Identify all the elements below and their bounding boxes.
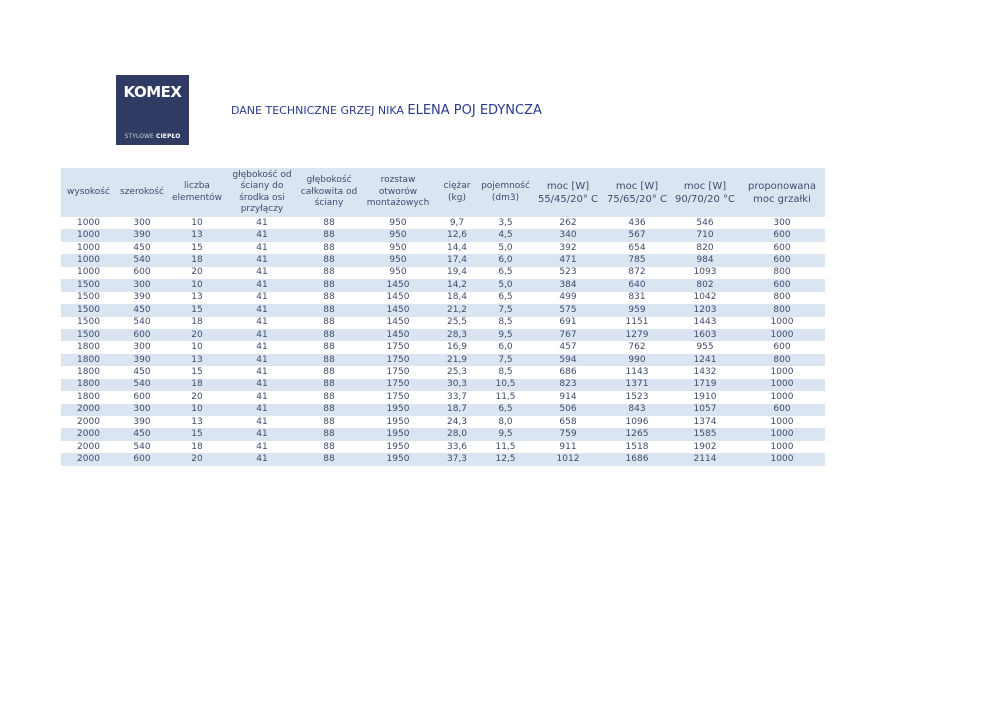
table-cell: 1450 — [360, 304, 436, 316]
table-cell: 41 — [256, 242, 268, 253]
table-cell: 4,5 — [478, 229, 533, 241]
table-cell: 41 — [226, 428, 298, 440]
table-cell: 20 — [168, 453, 226, 465]
header-depth-axis-label: głębokość od ściany do środka osi przyłączy — [232, 169, 292, 214]
table-cell: 1000 — [739, 453, 825, 465]
table-cell: 1450 — [360, 329, 436, 341]
table-cell: 831 — [628, 292, 646, 303]
header-width-label: szerokość — [120, 186, 164, 197]
table-cell: 88 — [298, 354, 360, 366]
table-cell: 16,9 — [446, 342, 468, 353]
table-cell: 8,5 — [498, 317, 513, 328]
table-cell: 12,6 — [436, 229, 478, 241]
table-cell: 6,0 — [498, 342, 513, 353]
table-cell: 30,3 — [436, 379, 478, 391]
table-cell: 390 — [133, 416, 151, 427]
table-cell: 471 — [533, 254, 603, 266]
table-body — [61, 217, 825, 466]
table-cell: 800 — [773, 292, 791, 303]
table-cell: 88 — [298, 379, 360, 391]
table-cell: 2000 — [77, 416, 100, 427]
table-cell: 10 — [168, 279, 226, 291]
table-cell: 88 — [323, 317, 335, 328]
table-cell: 600 — [739, 229, 825, 241]
table-cell: 14,2 — [436, 279, 478, 291]
table-cell: 41 — [256, 391, 268, 402]
table-cell: 1279 — [603, 329, 671, 341]
header-mounting-spacing — [360, 168, 436, 217]
table-cell: 390 — [116, 229, 168, 241]
table-cell: 5,0 — [478, 279, 533, 291]
header-heater-power-label: proponowana moc grzałki — [747, 180, 817, 205]
table-cell: 88 — [323, 267, 335, 278]
technical-data-table — [61, 168, 825, 466]
table-cell: 2000 — [61, 404, 116, 416]
table-cell: 41 — [256, 267, 268, 278]
table-cell: 340 — [533, 229, 603, 241]
table-cell: 6,5 — [478, 404, 533, 416]
table-cell: 1096 — [625, 416, 649, 427]
table-cell: 41 — [256, 416, 268, 427]
table-row — [61, 267, 825, 279]
table-cell: 1500 — [61, 279, 116, 291]
table-cell: 540 — [133, 441, 151, 452]
table-cell: 1800 — [77, 391, 100, 402]
table-cell: 1000 — [770, 441, 794, 452]
table-cell: 959 — [603, 304, 671, 316]
table-cell: 640 — [603, 279, 671, 291]
table-cell: 41 — [256, 292, 268, 303]
table-cell: 10,5 — [478, 379, 533, 391]
table-cell: 843 — [603, 404, 671, 416]
table-cell: 9,5 — [478, 428, 533, 440]
table-cell: 300 — [116, 279, 168, 291]
table-cell: 18,4 — [446, 292, 468, 303]
table-cell: 300 — [133, 342, 151, 353]
table-cell: 41 — [226, 304, 298, 316]
table-row — [61, 441, 825, 453]
table-cell: 984 — [671, 254, 739, 266]
table-cell: 800 — [739, 354, 825, 366]
table-cell: 11,5 — [495, 441, 516, 452]
table-cell: 24,3 — [446, 416, 468, 427]
table-cell: 88 — [323, 292, 335, 303]
table-cell: 450 — [116, 304, 168, 316]
table-cell: 6,0 — [478, 254, 533, 266]
title-part1: DANE TECHNICZNE GRZEJ NIKA — [231, 104, 408, 117]
table-cell: 37,3 — [436, 453, 478, 465]
table-cell: 1443 — [693, 317, 717, 328]
table-cell: 88 — [323, 391, 335, 402]
table-cell: 1000 — [770, 391, 794, 402]
table-cell: 600 — [133, 391, 151, 402]
table-cell: 1265 — [603, 428, 671, 440]
header-depth-axis — [226, 168, 298, 217]
table-cell: 1585 — [671, 428, 739, 440]
table-cell: 759 — [533, 428, 603, 440]
table-cell: 1000 — [770, 416, 794, 427]
table-row — [61, 428, 825, 440]
table-cell: 1750 — [386, 366, 410, 377]
table-row — [61, 317, 825, 329]
table-cell: 800 — [773, 267, 791, 278]
table-cell: 8,5 — [498, 366, 513, 377]
table-cell: 41 — [256, 441, 268, 452]
table-cell: 88 — [298, 279, 360, 291]
table-cell: 1750 — [360, 354, 436, 366]
table-cell: 1000 — [61, 229, 116, 241]
table-cell: 1042 — [693, 292, 717, 303]
table-cell: 1518 — [625, 441, 649, 452]
table-cell: 262 — [559, 217, 577, 228]
table-cell: 600 — [773, 342, 791, 353]
table-cell: 1910 — [693, 391, 717, 402]
table-cell: 1450 — [386, 292, 410, 303]
header-weight — [436, 168, 478, 217]
table-cell: 1241 — [671, 354, 739, 366]
table-cell: 8,0 — [498, 416, 513, 427]
table-cell: 41 — [226, 404, 298, 416]
table-cell: 88 — [323, 416, 335, 427]
table-cell: 2114 — [671, 453, 739, 465]
header-power-90-label: moc [W] 90/70/20 °C — [674, 180, 736, 205]
table-row — [61, 254, 825, 266]
table-cell: 1374 — [693, 416, 717, 427]
table-cell: 600 — [133, 267, 151, 278]
table-cell: 990 — [603, 354, 671, 366]
table-cell: 10 — [191, 217, 203, 228]
table-cell: 41 — [226, 379, 298, 391]
table-cell: 25,3 — [446, 366, 468, 377]
table-cell: 1450 — [360, 279, 436, 291]
table-cell: 18 — [191, 317, 203, 328]
table-cell: 762 — [628, 342, 646, 353]
table-cell: 1750 — [386, 391, 410, 402]
table-cell: 5,0 — [498, 242, 513, 253]
table-cell: 436 — [628, 217, 646, 228]
table-cell: 523 — [559, 267, 577, 278]
table-cell: 41 — [256, 217, 268, 228]
table-cell: 567 — [603, 229, 671, 241]
header-weight-label: ciężar (kg) — [443, 181, 471, 203]
table-row — [61, 242, 825, 254]
table-cell: 28,0 — [436, 428, 478, 440]
table-cell: 6,5 — [498, 292, 513, 303]
table-cell: 1950 — [386, 441, 410, 452]
header-power-75 — [603, 168, 671, 217]
table-cell: 1012 — [533, 453, 603, 465]
table-cell: 802 — [671, 279, 739, 291]
table-cell: 41 — [226, 354, 298, 366]
table-cell: 1000 — [739, 379, 825, 391]
table-cell: 1800 — [61, 379, 116, 391]
title-part2: ELENA POJ EDYNCZA — [407, 103, 542, 118]
table-row — [61, 366, 825, 378]
logo-tag-light: STYLOWE — [124, 133, 154, 140]
table-cell: 1093 — [693, 267, 717, 278]
table-cell: 820 — [696, 242, 714, 253]
table-cell: 28,3 — [436, 329, 478, 341]
table-cell: 392 — [559, 242, 577, 253]
table-cell: 1950 — [360, 404, 436, 416]
table-row — [61, 229, 825, 241]
table-cell: 88 — [323, 342, 335, 353]
table-row — [61, 453, 825, 465]
table-cell: 300 — [116, 404, 168, 416]
table-cell: 41 — [256, 366, 268, 377]
table-cell: 540 — [116, 254, 168, 266]
header-depth-total — [298, 168, 360, 217]
table-cell: 950 — [389, 267, 407, 278]
header-height-label: wysokość — [67, 186, 110, 197]
table-cell: 594 — [533, 354, 603, 366]
table-row — [61, 279, 825, 291]
table-cell: 1371 — [603, 379, 671, 391]
table-cell: 10 — [168, 404, 226, 416]
table-cell: 1000 — [739, 329, 825, 341]
table-cell: 41 — [256, 342, 268, 353]
table-cell: 1000 — [77, 242, 100, 253]
table-cell: 88 — [323, 441, 335, 452]
table-cell: 600 — [739, 404, 825, 416]
table-header-row — [61, 168, 825, 217]
table-cell: 20 — [191, 391, 203, 402]
table-cell: 457 — [559, 342, 577, 353]
table-cell: 88 — [298, 329, 360, 341]
table-cell: 686 — [559, 366, 577, 377]
header-depth-total-label: głębokość całkowita od ściany — [300, 175, 358, 209]
table-cell: 7,5 — [478, 354, 533, 366]
table-cell: 41 — [226, 254, 298, 266]
table-row — [61, 379, 825, 391]
table-cell: 41 — [226, 279, 298, 291]
header-power-55 — [533, 168, 603, 217]
page-title — [231, 99, 542, 118]
table-cell: 1950 — [386, 416, 410, 427]
table-cell: 1686 — [603, 453, 671, 465]
table-cell: 950 — [389, 242, 407, 253]
table-cell: 600 — [773, 242, 791, 253]
table-cell: 1750 — [360, 379, 436, 391]
table-cell: 18 — [191, 441, 203, 452]
table-cell: 15 — [168, 304, 226, 316]
table-cell: 15 — [168, 428, 226, 440]
table-cell: 15 — [191, 242, 203, 253]
table-cell: 540 — [116, 379, 168, 391]
table-cell: 18 — [168, 254, 226, 266]
table-cell: 2000 — [61, 428, 116, 440]
table-cell: 2000 — [77, 441, 100, 452]
table-cell: 1950 — [360, 453, 436, 465]
table-cell: 950 — [360, 254, 436, 266]
table-cell: 1719 — [671, 379, 739, 391]
table-cell: 450 — [116, 428, 168, 440]
table-cell: 88 — [298, 254, 360, 266]
header-width — [116, 168, 168, 217]
table-cell: 88 — [323, 217, 335, 228]
table-cell: 1800 — [77, 366, 100, 377]
table-cell: 13 — [168, 354, 226, 366]
table-cell: 7,5 — [478, 304, 533, 316]
table-row — [61, 329, 825, 341]
table-cell: 88 — [298, 229, 360, 241]
table-cell: 13 — [168, 229, 226, 241]
table-cell: 955 — [696, 342, 714, 353]
table-cell: 9,5 — [478, 329, 533, 341]
table-cell: 88 — [298, 428, 360, 440]
table-row — [61, 304, 825, 316]
table-cell: 1151 — [625, 317, 649, 328]
table-cell: 390 — [116, 354, 168, 366]
table-cell: 1450 — [386, 317, 410, 328]
logo-tag-bold: CIEPŁO — [155, 133, 181, 140]
table-cell: 21,2 — [436, 304, 478, 316]
header-power-90 — [671, 168, 739, 217]
header-height — [61, 168, 116, 217]
table-cell: 9,7 — [449, 217, 465, 228]
table-cell: 1000 — [770, 317, 794, 328]
table-cell: 785 — [603, 254, 671, 266]
table-cell: 14,4 — [446, 242, 468, 253]
table-cell: 390 — [133, 292, 151, 303]
table-cell: 25,5 — [446, 317, 468, 328]
table-cell: 600 — [739, 279, 825, 291]
logo-tagline — [116, 133, 189, 140]
table-cell: 950 — [360, 229, 436, 241]
table-cell: 575 — [533, 304, 603, 316]
table-row — [61, 404, 825, 416]
table-cell: 950 — [389, 217, 407, 228]
table-cell: 17,4 — [436, 254, 478, 266]
table-cell: 1000 — [77, 267, 100, 278]
table-cell: 654 — [628, 242, 646, 253]
table-cell: 384 — [533, 279, 603, 291]
table-cell: 20 — [168, 329, 226, 341]
table-cell: 710 — [671, 229, 739, 241]
table-cell: 823 — [533, 379, 603, 391]
header-power-75-label: moc [W] 75/65/20° C — [606, 180, 668, 205]
table-cell: 911 — [559, 441, 577, 452]
table-cell: 1523 — [625, 391, 649, 402]
table-cell: 1000 — [739, 428, 825, 440]
table-cell: 41 — [256, 317, 268, 328]
table-cell: 300 — [133, 217, 151, 228]
table-cell: 21,9 — [436, 354, 478, 366]
table-cell: 450 — [133, 366, 151, 377]
table-cell: 88 — [298, 304, 360, 316]
table-cell: 2000 — [61, 453, 116, 465]
table-cell: 300 — [773, 217, 791, 228]
table-cell: 600 — [116, 329, 168, 341]
table-cell: 600 — [739, 254, 825, 266]
table-cell: 41 — [226, 453, 298, 465]
table-cell: 19,4 — [446, 267, 468, 278]
table-cell: 540 — [133, 317, 151, 328]
table-cell: 1500 — [61, 304, 116, 316]
table-cell: 1500 — [77, 317, 100, 328]
table-cell: 15 — [191, 366, 203, 377]
header-elements — [168, 168, 226, 217]
table-row — [61, 416, 825, 428]
table-row — [61, 217, 825, 229]
table-cell: 506 — [533, 404, 603, 416]
table-cell: 1750 — [386, 342, 410, 353]
table-cell: 1432 — [693, 366, 717, 377]
table-cell: 11,5 — [495, 391, 516, 402]
table-cell: 1950 — [360, 428, 436, 440]
table-cell: 1143 — [625, 366, 649, 377]
table-row — [61, 292, 825, 304]
header-mounting-spacing-label: rozstaw otworów montażowych — [366, 175, 430, 209]
table-cell: 691 — [559, 317, 577, 328]
table-cell: 10 — [191, 342, 203, 353]
table-cell: 88 — [298, 453, 360, 465]
table-cell: 1000 — [61, 254, 116, 266]
table-cell: 1800 — [61, 354, 116, 366]
table-cell: 499 — [559, 292, 577, 303]
table-cell: 20 — [191, 267, 203, 278]
header-power-55-label: moc [W] 55/45/20° C — [537, 180, 599, 205]
table-cell: 658 — [559, 416, 577, 427]
table-cell: 13 — [191, 416, 203, 427]
table-cell: 1800 — [77, 342, 100, 353]
table-cell: 33,7 — [446, 391, 468, 402]
table-cell: 767 — [533, 329, 603, 341]
table-cell: 1000 — [77, 217, 100, 228]
table-cell: 12,5 — [478, 453, 533, 465]
header-capacity — [478, 168, 533, 217]
table-cell: 546 — [696, 217, 714, 228]
table-cell: 6,5 — [498, 267, 513, 278]
table-cell: 1902 — [693, 441, 717, 452]
table-cell: 600 — [116, 453, 168, 465]
table-cell: 1057 — [671, 404, 739, 416]
table-cell: 33,6 — [446, 441, 468, 452]
table-cell: 3,5 — [498, 217, 513, 228]
table-cell: 88 — [323, 242, 335, 253]
table-cell: 41 — [226, 229, 298, 241]
table-cell: 88 — [298, 404, 360, 416]
table-row — [61, 354, 825, 366]
table-row — [61, 341, 825, 353]
table-cell: 18 — [168, 379, 226, 391]
table-cell: 41 — [226, 329, 298, 341]
table-cell: 1500 — [61, 329, 116, 341]
table-cell: 800 — [739, 304, 825, 316]
table-cell: 13 — [191, 292, 203, 303]
table-cell: 1500 — [77, 292, 100, 303]
table-row — [61, 391, 825, 403]
table-cell: 18,7 — [436, 404, 478, 416]
table-cell: 88 — [323, 366, 335, 377]
header-elements-label: liczba elementów — [172, 181, 222, 203]
table-cell: 914 — [559, 391, 577, 402]
logo-brand: KOMEX — [123, 83, 182, 101]
table-cell: 450 — [133, 242, 151, 253]
header-capacity-label: pojemność (dm3) — [481, 181, 530, 203]
table-cell: 872 — [628, 267, 646, 278]
table-cell: 1203 — [671, 304, 739, 316]
table-cell: 1603 — [671, 329, 739, 341]
komex-logo — [116, 75, 189, 145]
table-cell: 1000 — [770, 366, 794, 377]
header-heater-power — [739, 168, 825, 217]
